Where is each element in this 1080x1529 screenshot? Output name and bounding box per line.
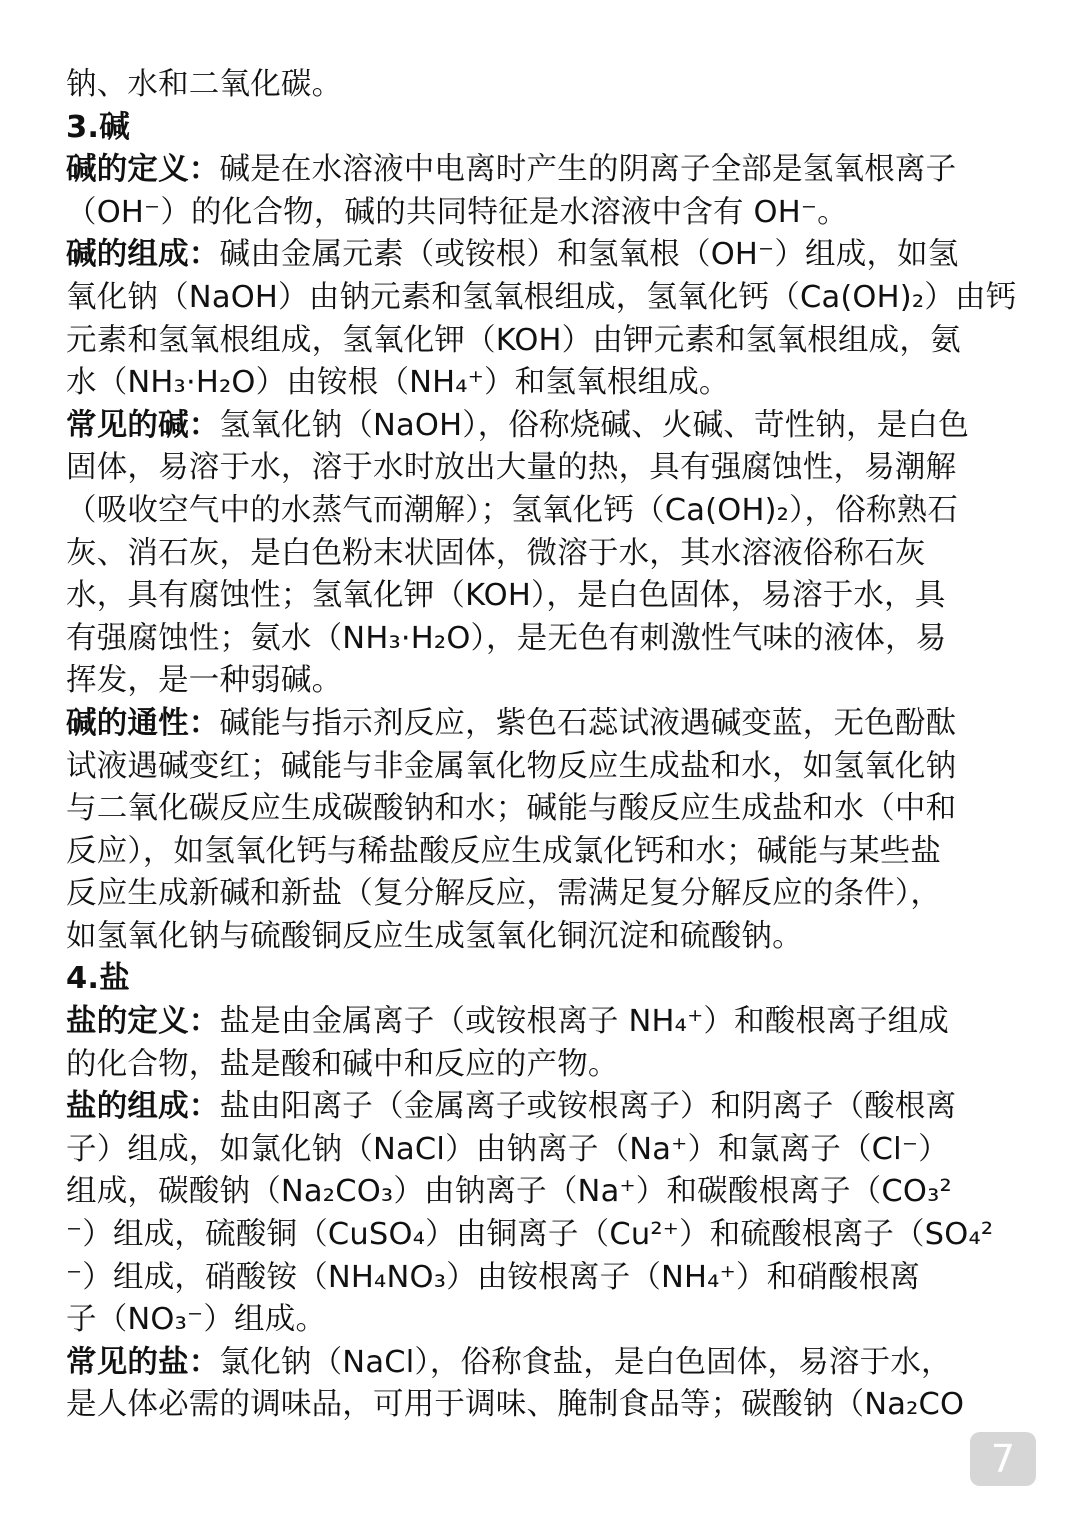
text-line [66,192,1016,235]
text-line [66,362,1016,405]
text-line [66,64,1016,107]
text-line [66,1086,1016,1129]
text-line [66,873,1016,916]
line-text: 试液遇碱变红；碱能与非金属氧化物反应生成盐和水，如氢氧化钠 [66,748,957,784]
line-text: 氢氧化钠（NaOH），俗称烧碱、火碱、苛性钠，是白色 [219,407,969,443]
line-text: 4.盐 [66,961,130,997]
text-line [66,703,1016,746]
line-text: 组成，碳酸钠（Na₂CO₃）由钠离子（Na⁺）和碳酸根离子（CO₃² [66,1174,952,1210]
text-line [66,575,1016,618]
text-line [66,277,1016,320]
document-page [66,64,1016,1427]
line-text: 反应），如氢氧化钙与稀盐酸反应生成氯化钙和水；碱能与某些盐 [66,833,942,869]
term-label: 盐的定义： [66,1004,220,1040]
term-label: 碱的通性： [66,705,220,741]
line-text: 是人体必需的调味品，可用于调味、腌制食品等；碳酸钠（Na₂CO [66,1387,965,1423]
line-text: 盐是由金属离子（或铵根离子 NH₄⁺）和酸根离子组成 [219,1004,949,1040]
text-line [66,618,1016,661]
line-text: 反应生成新碱和新盐（复分解反应，需满足复分解反应的条件）， [66,876,942,912]
line-text: 氧化钠（NaOH）由钠元素和氢氧根组成，氢氧化钙（Ca(OH)₂）由钙 [66,279,1017,315]
text-line [66,788,1016,831]
line-text: 挥发，是一种弱碱。 [66,663,343,699]
text-line [66,149,1016,192]
term-label: 碱的组成： [66,237,220,273]
line-text: （吸收空气中的水蒸气而潮解）；氢氧化钙（Ca(OH)₂），俗称熟石 [66,492,959,528]
line-text: 碱能与指示剂反应，紫色石蕊试液遇碱变蓝，无色酚酞 [219,705,957,741]
line-text: 碱由金属元素（或铵根）和氢氧根（OH⁻）组成，如氢 [219,237,959,273]
text-line [66,1171,1016,1214]
text-line [66,1214,1016,1257]
text-line [66,533,1016,576]
line-text: 氯化钠（NaCl），俗称食盐，是白色固体，易溶于水， [219,1344,952,1380]
section-heading [66,958,1016,1001]
text-line [66,1257,1016,1300]
line-text: 3.碱 [66,109,130,145]
line-text: 的化合物，盐是酸和碱中和反应的产物。 [66,1046,619,1082]
line-text: 水（NH₃·H₂O）由铵根（NH₄⁺）和氢氧根组成。 [66,365,730,401]
line-text: 元素和氢氧根组成，氢氧化钾（KOH）由钾元素和氢氧根组成，氨 [66,322,961,358]
text-line [66,1129,1016,1172]
text-line [66,234,1016,277]
line-text: 钠、水和二氧化碳。 [66,67,343,102]
text-line [66,660,1016,703]
line-text: ⁻）组成，硫酸铜（CuSO₄）由铜离子（Cu²⁺）和硫酸根离子（SO₄² [66,1217,994,1253]
line-text: 如氢氧化钠与硫酸铜反应生成氢氧化铜沉淀和硫酸钠。 [66,918,803,954]
term-label: 常见的碱： [66,407,220,443]
section-heading [66,107,1016,150]
term-label: 盐的组成： [66,1089,220,1125]
text-line [66,916,1016,959]
line-text: 盐由阳离子（金属离子或铵根离子）和阴离子（酸根离 [219,1089,957,1125]
line-text: 子（NO₃⁻）组成。 [66,1302,327,1338]
text-line [66,447,1016,490]
text-line [66,1044,1016,1087]
text-line [66,405,1016,448]
text-line [66,490,1016,533]
line-text: （OH⁻）的化合物，碱的共同特征是水溶液中含有 OH⁻。 [66,194,848,230]
text-line [66,320,1016,363]
text-line [66,1384,1016,1427]
line-text: 有强腐蚀性；氨水（NH₃·H₂O），是无色有刺激性气味的液体，易 [66,620,947,656]
text-line [66,1342,1016,1385]
line-text: ⁻）组成，硝酸铵（NH₄NO₃）由铵根离子（NH₄⁺）和硝酸根离 [66,1259,921,1295]
line-text: 水，具有腐蚀性；氢氧化钾（KOH），是白色固体，易溶于水，具 [66,578,946,614]
text-line [66,1299,1016,1342]
text-line [66,746,1016,789]
line-text: 灰、消石灰，是白色粉末状固体，微溶于水，其水溶液俗称石灰 [66,535,926,571]
line-text: 与二氧化碳反应生成碳酸钠和水；碱能与酸反应生成盐和水（中和 [66,791,957,827]
term-label: 碱的定义： [66,152,220,188]
line-text: 碱是在水溶液中电离时产生的阴离子全部是氢氧根离子 [219,152,957,188]
line-text: 固体，易溶于水，溶于水时放出大量的热，具有强腐蚀性，易潮解 [66,450,957,486]
line-text: 子）组成，如氯化钠（NaCl）由钠离子（Na⁺）和氯离子（Cl⁻） [66,1131,949,1167]
page-number-badge: 7 [970,1432,1036,1486]
text-line [66,831,1016,874]
text-line [66,1001,1016,1044]
term-label: 常见的盐： [66,1344,220,1380]
